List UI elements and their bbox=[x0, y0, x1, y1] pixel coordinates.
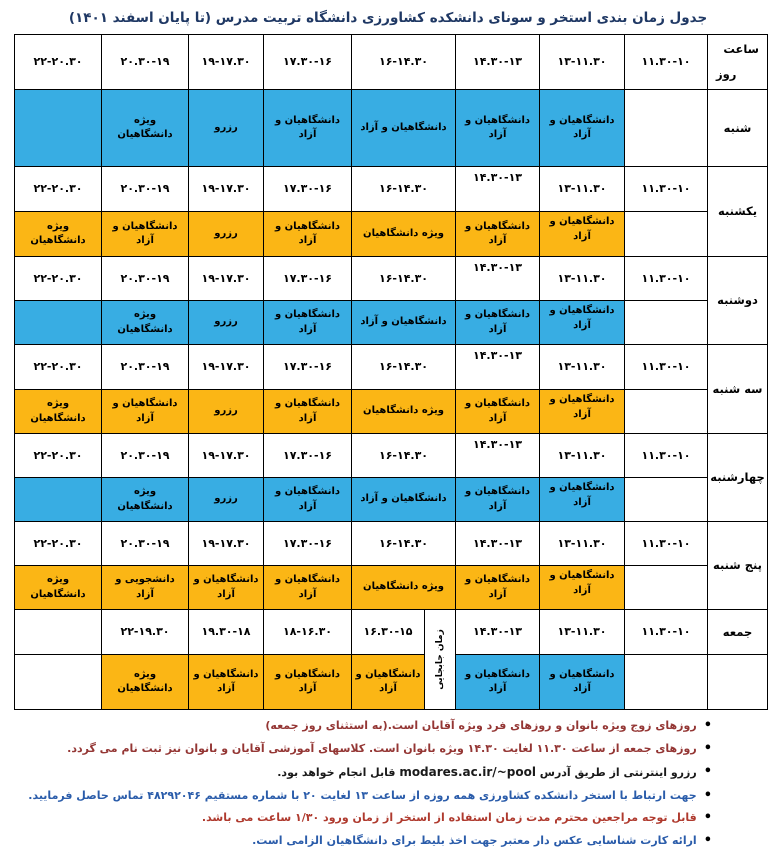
time-cell: ۱۱.۳۰-۱۰ bbox=[625, 345, 707, 389]
schedule-cell: دانشگاهیان و آزاد bbox=[540, 301, 624, 344]
note-item bbox=[12, 789, 712, 803]
schedule-cell: رزرو bbox=[189, 90, 263, 166]
time-cell: ۱۴.۳۰-۱۳ bbox=[456, 257, 539, 300]
time-cell: ۲۲-۲۰.۳۰ bbox=[15, 345, 101, 389]
time-cell: ۱۷.۳۰-۱۶ bbox=[264, 35, 351, 89]
time-cell: ۱۷.۳۰-۱۶ bbox=[264, 434, 351, 477]
time-cell: ۱۶-۱۴.۳۰ bbox=[352, 167, 455, 211]
time-cell: ۱۹-۱۷.۳۰ bbox=[189, 522, 263, 565]
time-cell: ۱۹.۳۰-۱۸ bbox=[189, 610, 263, 654]
schedule-cell: دانشگاهیان و آزاد bbox=[352, 478, 455, 521]
schedule-cell: دانشگاهیان و آزاد bbox=[189, 655, 263, 709]
time-cell: ۲۲-۲۰.۳۰ bbox=[15, 167, 101, 211]
schedule-table bbox=[14, 34, 768, 710]
bullet-icon: • bbox=[703, 787, 712, 803]
time-cell: ۲۰.۳۰-۱۹ bbox=[102, 35, 188, 89]
schedule-cell: دانشگاهیان و آزاد bbox=[264, 390, 351, 433]
time-cell: ۱۳-۱۱.۳۰ bbox=[540, 522, 624, 565]
time-cell: ۱۱.۳۰-۱۰ bbox=[625, 610, 707, 654]
swap-time-cell: زمان جابجایی bbox=[425, 610, 455, 709]
time-cell: ۱۶-۱۴.۳۰ bbox=[352, 257, 455, 300]
bullet-icon: • bbox=[703, 833, 712, 849]
time-cell: ۲۲-۲۰.۳۰ bbox=[15, 522, 101, 565]
schedule-cell: دانشگاهیان و آزاد bbox=[540, 655, 624, 709]
note-text: رزرو اینترنتی از طریق آدرس modares.ac.ir/~pool قابل انجام خواهد بود. bbox=[277, 764, 697, 779]
schedule-cell bbox=[15, 655, 101, 709]
schedule-cell bbox=[15, 90, 101, 166]
day-cell: شنبه bbox=[708, 90, 767, 166]
day-cell: سه شنبه bbox=[708, 345, 767, 433]
time-cell: ۲۲-۲۰.۳۰ bbox=[15, 434, 101, 477]
corner-day-label: روز bbox=[716, 67, 737, 82]
bullet-icon: • bbox=[703, 718, 712, 733]
day-cell: یکشنبه bbox=[708, 167, 767, 256]
reservation-url: modares.ac.ir/~pool bbox=[399, 764, 536, 779]
schedule-cell: ویژه دانشگاهیان bbox=[352, 390, 455, 433]
schedule-cell: ویژه دانشگاهیان bbox=[352, 212, 455, 256]
time-cell: ۱۸-۱۶.۳۰ bbox=[264, 610, 351, 654]
note-text: ارائه کارت شناسایی عکس دار معتبر جهت اخذ بلیط برای دانشگاهیان الزامی است. bbox=[252, 834, 697, 848]
corner-hour-label: ساعت bbox=[723, 42, 759, 56]
notes-list bbox=[12, 719, 712, 849]
time-cell: ۱۴.۳۰-۱۳ bbox=[456, 522, 539, 565]
note-item bbox=[12, 719, 712, 733]
time-cell: ۱۱.۳۰-۱۰ bbox=[625, 35, 707, 89]
time-cell: ۲۲-۲۰.۳۰ bbox=[15, 35, 101, 89]
schedule-cell: ویژه دانشگاهیان bbox=[102, 478, 188, 521]
schedule-cell: دانشجویی و آزاد bbox=[102, 566, 188, 609]
time-cell: ۲۲-۱۹.۳۰ bbox=[102, 610, 188, 654]
note-text: روزهای زوج ویژه بانوان و روزهای فرد ویژه آقایان است.(به استثنای روز جمعه) bbox=[265, 719, 697, 732]
schedule-cell: دانشگاهیان و آزاد bbox=[456, 212, 539, 256]
time-cell: ۱۳-۱۱.۳۰ bbox=[540, 610, 624, 654]
time-cell: ۱۶-۱۴.۳۰ bbox=[352, 522, 455, 565]
schedule-cell: دانشگاهیان و آزاد bbox=[456, 566, 539, 609]
page-title: جدول زمان بندی استخر و سونای دانشکده کشاورزی دانشگاه تربیت مدرس (تا پایان اسفند ۱۴۰۱) bbox=[68, 10, 708, 26]
time-cell: ۱۷.۳۰-۱۶ bbox=[264, 522, 351, 565]
schedule-cell: رزرو bbox=[189, 212, 263, 256]
time-cell: ۱۴.۳۰-۱۳ bbox=[456, 610, 539, 654]
schedule-cell: دانشگاهیان و آزاد bbox=[264, 90, 351, 166]
note-number: ۱/۳۰ bbox=[295, 811, 320, 825]
schedule-cell: دانشگاهیان و آزاد bbox=[540, 478, 624, 521]
schedule-cell: ویژه دانشگاهیان bbox=[15, 566, 101, 609]
note-text: جهت ارتباط با استخر دانشکده کشاورزی همه روزه از ساعت ۱۳ لغایت ۲۰ با شماره مستقیم ۴۸۲۹۲۰۴۶ تماس حاصل فرمایید. bbox=[28, 788, 697, 802]
time-cell: ۱۴.۳۰-۱۳ bbox=[456, 167, 539, 211]
schedule-cell: دانشگاهیان و آزاد bbox=[352, 301, 455, 344]
schedule-cell bbox=[625, 90, 707, 166]
schedule-cell: ویژه دانشگاهیان bbox=[102, 90, 188, 166]
time-cell: ۱۷.۳۰-۱۶ bbox=[264, 345, 351, 389]
time-cell: ۱۹-۱۷.۳۰ bbox=[189, 434, 263, 477]
time-cell: ۱۱.۳۰-۱۰ bbox=[625, 167, 707, 211]
time-cell: ۱۹-۱۷.۳۰ bbox=[189, 167, 263, 211]
corner-cell bbox=[708, 35, 767, 89]
schedule-cell: دانشگاهیان و آزاد bbox=[352, 90, 455, 166]
time-cell: ۱۹-۱۷.۳۰ bbox=[189, 345, 263, 389]
time-cell: ۲۰.۳۰-۱۹ bbox=[102, 434, 188, 477]
note-item bbox=[12, 834, 712, 848]
time-cell: ۲۰.۳۰-۱۹ bbox=[102, 167, 188, 211]
schedule-cell: دانشگاهیان و آزاد bbox=[540, 566, 624, 609]
bullet-icon: • bbox=[703, 810, 712, 826]
time-cell: ۱۹-۱۷.۳۰ bbox=[189, 257, 263, 300]
schedule-cell: رزرو bbox=[189, 390, 263, 433]
schedule-cell bbox=[15, 478, 101, 521]
schedule-cell: دانشگاهیان و آزاد bbox=[456, 301, 539, 344]
day-cell-empty bbox=[708, 655, 767, 709]
time-cell: ۱۶-۱۴.۳۰ bbox=[352, 345, 455, 389]
time-cell: ۱۳-۱۱.۳۰ bbox=[540, 35, 624, 89]
day-cell: پنج شنبه bbox=[708, 522, 767, 609]
time-cell: ۱۴.۳۰-۱۳ bbox=[456, 434, 539, 477]
time-cell bbox=[15, 610, 101, 654]
time-cell: ۱۳-۱۱.۳۰ bbox=[540, 257, 624, 300]
schedule-cell: رزرو bbox=[189, 301, 263, 344]
time-cell: ۱۱.۳۰-۱۰ bbox=[625, 257, 707, 300]
time-cell: ۲۲-۲۰.۳۰ bbox=[15, 257, 101, 300]
schedule-cell bbox=[625, 390, 707, 433]
schedule-cell bbox=[625, 478, 707, 521]
day-cell: جمعه bbox=[708, 610, 767, 654]
time-cell: ۱۳-۱۱.۳۰ bbox=[540, 167, 624, 211]
schedule-cell: دانشگاهیان و آزاد bbox=[456, 390, 539, 433]
schedule-cell: دانشگاهیان و آزاد bbox=[540, 390, 624, 433]
schedule-cell: دانشگاهیان و آزاد bbox=[102, 390, 188, 433]
note-text: قابل توجه مراجعین محترم مدت زمان استفاده از استخر از زمان ورود ۱/۳۰ ساعت می باشد. bbox=[201, 811, 697, 825]
schedule-cell: دانشگاهیان و آزاد bbox=[540, 212, 624, 256]
note-item bbox=[12, 811, 712, 825]
time-cell: ۱۶.۳۰-۱۵ bbox=[352, 610, 424, 654]
time-cell: ۱۱.۳۰-۱۰ bbox=[625, 522, 707, 565]
time-cell: ۱۶-۱۴.۳۰ bbox=[352, 35, 455, 89]
schedule-cell: ویژه دانشگاهیان bbox=[15, 212, 101, 256]
note-item bbox=[12, 742, 712, 756]
time-cell: ۱۴.۳۰-۱۳ bbox=[456, 35, 539, 89]
schedule-cell bbox=[625, 212, 707, 256]
schedule-cell bbox=[625, 301, 707, 344]
schedule-cell: ویژه دانشگاهیان bbox=[102, 301, 188, 344]
note-item bbox=[12, 765, 712, 781]
note-text: روزهای جمعه از ساعت ۱۱.۳۰ لغایت ۱۴.۳۰ ویژه بانوان است. کلاسهای آموزشی آقایان و بانوان نیز ثبت نام می گردد. bbox=[67, 741, 697, 755]
time-cell: ۱۳-۱۱.۳۰ bbox=[540, 345, 624, 389]
schedule-cell bbox=[15, 301, 101, 344]
bullet-icon: • bbox=[703, 740, 712, 756]
time-cell: ۲۰.۳۰-۱۹ bbox=[102, 522, 188, 565]
time-cell: ۲۰.۳۰-۱۹ bbox=[102, 345, 188, 389]
schedule-cell: ویژه دانشگاهیان bbox=[352, 566, 455, 609]
day-cell: دوشنبه bbox=[708, 257, 767, 344]
schedule-cell: دانشگاهیان و آزاد bbox=[352, 655, 424, 709]
time-cell: ۱۷.۳۰-۱۶ bbox=[264, 257, 351, 300]
schedule-cell: دانشگاهیان و آزاد bbox=[102, 212, 188, 256]
schedule-cell bbox=[625, 655, 707, 709]
time-cell: ۱۴.۳۰-۱۳ bbox=[456, 345, 539, 389]
schedule-cell: دانشگاهیان و آزاد bbox=[456, 478, 539, 521]
time-cell: ۱۳-۱۱.۳۰ bbox=[540, 434, 624, 477]
schedule-cell: دانشگاهیان و آزاد bbox=[456, 90, 539, 166]
schedule-cell: ویژه دانشگاهیان bbox=[102, 655, 188, 709]
schedule-cell: دانشگاهیان و آزاد bbox=[264, 478, 351, 521]
schedule-cell: ویژه دانشگاهیان bbox=[15, 390, 101, 433]
time-cell: ۱۱.۳۰-۱۰ bbox=[625, 434, 707, 477]
schedule-cell: دانشگاهیان و آزاد bbox=[540, 90, 624, 166]
time-cell: ۱۷.۳۰-۱۶ bbox=[264, 167, 351, 211]
schedule-cell: دانشگاهیان و آزاد bbox=[456, 655, 539, 709]
time-cell: ۲۰.۳۰-۱۹ bbox=[102, 257, 188, 300]
bullet-icon: • bbox=[703, 763, 712, 779]
schedule-cell: دانشگاهیان و آزاد bbox=[264, 212, 351, 256]
time-cell: ۱۶-۱۴.۳۰ bbox=[352, 434, 455, 477]
schedule-cell: دانشگاهیان و آزاد bbox=[264, 566, 351, 609]
day-cell: چهارشنبه bbox=[708, 434, 767, 521]
schedule-cell: رزرو bbox=[189, 478, 263, 521]
schedule-cell: دانشگاهیان و آزاد bbox=[264, 301, 351, 344]
schedule-cell: دانشگاهیان و آزاد bbox=[264, 655, 351, 709]
time-cell: ۱۹-۱۷.۳۰ bbox=[189, 35, 263, 89]
schedule-cell bbox=[625, 566, 707, 609]
schedule-cell: دانشگاهیان و آزاد bbox=[189, 566, 263, 609]
